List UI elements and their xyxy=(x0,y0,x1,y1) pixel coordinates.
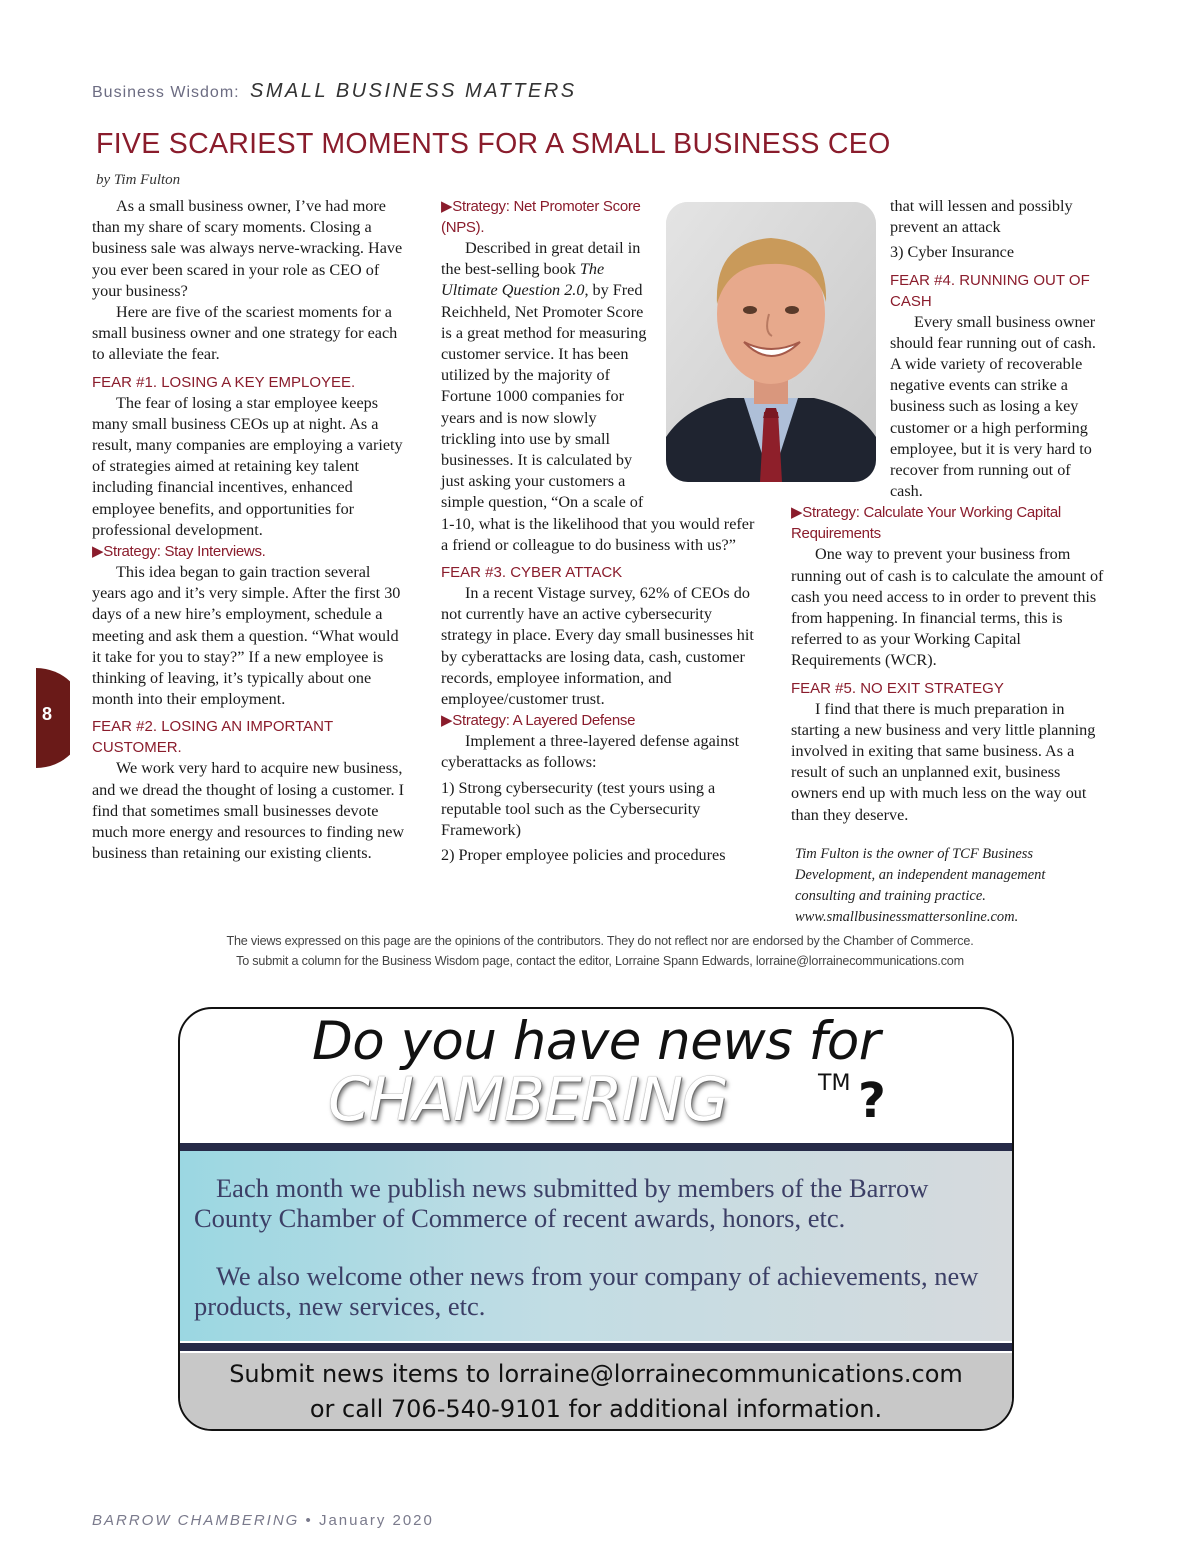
portrait-image xyxy=(666,202,876,482)
ad-paragraph-1: Each month we publish news submitted by members of the Barrow County Chamber of Commerce of recent awards, honors, etc. xyxy=(194,1173,929,1233)
footer-publication: BARROW CHAMBERING xyxy=(92,1512,300,1529)
paragraph: Here are five of the scariest moments for a small business owner and one strategy for each to alleviate the fear. xyxy=(92,303,398,364)
triangle-bullet-icon: ▶ xyxy=(791,504,803,522)
strategy-heading-1: ▶Strategy: Stay Interviews. xyxy=(92,543,266,561)
ad-submit-line-1: Submit news items to lorraine@lorrainecommunications.com xyxy=(229,1360,963,1388)
paragraph: One way to prevent your business from running out of cash is to calculate the amount of cash you need access to in order to prevent this from happening. In financial terms, this is referred to as your Working Capital Requirements (WCR). xyxy=(791,545,1104,670)
strategy-heading-2: ▶Strategy: Net Promoter Score (NPS). xyxy=(441,198,641,236)
paragraph: We work very hard to acquire new business, and we dread the thought of losing a customer. I find that sometimes small businesses devote much more energy and resources to finding new business than retaining our existing clients. xyxy=(92,759,405,863)
paragraph: that will lessen and possibly prevent an attack xyxy=(890,197,1073,237)
paragraph: This idea began to gain traction several years ago and it’s very simple. After the first 30 days of a new hire’s employment, schedule a meeting and ask them a question. “What would it take for you to stay?” If a new employee is thinking of leaving, it’s typically about one month into their employment. xyxy=(92,563,401,709)
ad-submit-box xyxy=(180,1353,1012,1431)
fear-heading-3: FEAR #3. CYBER ATTACK xyxy=(441,564,623,582)
fear-heading-2: FEAR #2. LOSING AN IMPORTANT CUSTOMER. xyxy=(92,718,333,757)
triangle-bullet-icon: ▶ xyxy=(92,543,104,561)
strategy-heading-4: ▶Strategy: Calculate Your Working Capital Requirements xyxy=(791,504,1061,543)
paragraph: I find that there is much preparation in starting a new business and very little planning involved in exiting that same business. As a result of such an unplanned exit, business owners end up with much less on the way out than they deserve. xyxy=(791,699,1096,824)
ad-paragraph-2: We also welcome other news from your company of achievements, new products, new services, etc. xyxy=(194,1261,979,1321)
section-header xyxy=(92,80,577,103)
ad-divider-bottom xyxy=(180,1343,1012,1351)
author-bio: Tim Fulton is the owner of TCF Business Development, an independent management consulting and training practice. www.smallbusinessmattersonline.com. xyxy=(795,846,1046,925)
author-photo xyxy=(666,202,876,482)
ad-trademark: TM xyxy=(818,1071,851,1096)
paragraph: In a recent Vistage survey, 62% of CEOs do not currently have an active cybersecurity strategy in place. Every day small businesses hit by cyberattacks are losing data, cash, customer records, employee information, and employee/customer trust. xyxy=(441,584,754,709)
strategy-heading-3: ▶Strategy: A Layered Defense xyxy=(441,712,636,730)
article-byline: by Tim Fulton xyxy=(96,172,181,188)
paragraph: Implement a three-layered defense against cyberattacks as follows: xyxy=(441,732,740,772)
page-number: 8 xyxy=(42,704,53,724)
ad-body xyxy=(180,1151,1012,1341)
paragraph: As a small business owner, I’ve had more than my share of scary moments. Closing a business sale was always nerve-wracking. Have you ever been scared in your role as CEO of your business? xyxy=(92,197,403,300)
triangle-bullet-icon: ▶ xyxy=(441,712,453,730)
fear-heading-4: FEAR #4. RUNNING OUT OF CASH xyxy=(890,271,1090,310)
section-label: Business Wisdom: xyxy=(92,84,240,101)
page-number-tab xyxy=(0,668,70,768)
book-title: The Ultimate Question 2.0 xyxy=(441,260,605,300)
ad-brand-name: CHAMBERING xyxy=(328,1065,728,1135)
ad-question-mark: ? xyxy=(858,1073,886,1129)
ad-submit-line-2: or call 706-540-9101 for additional information. xyxy=(309,1395,883,1423)
footer-issue: January 2020 xyxy=(318,1512,434,1529)
footer-separator: • xyxy=(305,1512,313,1529)
fear-heading-5: FEAR #5. NO EXIT STRATEGY xyxy=(791,679,1004,697)
list-item: 2) Proper employee policies and procedures xyxy=(441,846,726,865)
paragraph: The fear of losing a star employee keeps many small business CEOs up at night. As a result, many companies are employing a variety of strategies aimed at retaining key talent including financial incentives, enhanced employee benefits, and opportunities for professional development. xyxy=(92,393,403,539)
paragraph: Every small business owner should fear running out of cash. A wide variety of recoverable negative events can strike a business such as losing a key customer or a high performing employee, but it is very hard to recover from running out of cash. xyxy=(890,312,1096,501)
paragraph: Described in great detail in the best-selling book The Ultimate Question 2.0, by Fred Reichheld, Net Promoter Score is a great method for measuring customer service. It has been utilized by the majority of Fortune 1000 companies for years and is now slowly trickling into use by small businesses. It is calculated by just asking your customers a simple question, “On a scale of 1-10, what is the likelihood that you would refer a friend or colleague to do business with us?” xyxy=(441,239,755,554)
list-item: 1) Strong cybersecurity (test yours using a reputable tool such as the Cybersecurity Framework) xyxy=(441,778,716,840)
article-column-1 xyxy=(92,196,408,864)
chambering-ad xyxy=(178,1007,1014,1431)
ad-divider-top xyxy=(180,1143,1012,1151)
disclaimer-line-2: To submit a column for the Business Wisdom page, contact the editor, Lorraine Spann Edwards, lorraine@lorrainecommunications.com xyxy=(236,954,964,968)
section-name: SMALL BUSINESS MATTERS xyxy=(250,80,577,102)
fear-heading-1: FEAR #1. LOSING A KEY EMPLOYEE. xyxy=(92,373,356,391)
list-item: 3) Cyber Insurance xyxy=(890,243,1015,262)
ad-question: Do you have news for xyxy=(311,1011,881,1072)
disclaimer-line-1: The views expressed on this page are the opinions of the contributors. They do not reflect nor are endorsed by the Chamber of Commerce. xyxy=(226,934,974,948)
page-footer xyxy=(92,1512,434,1529)
article-title: FIVE SCARIEST MOMENTS FOR A SMALL BUSINESS CEO xyxy=(96,128,891,160)
triangle-bullet-icon: ▶ xyxy=(441,198,453,215)
